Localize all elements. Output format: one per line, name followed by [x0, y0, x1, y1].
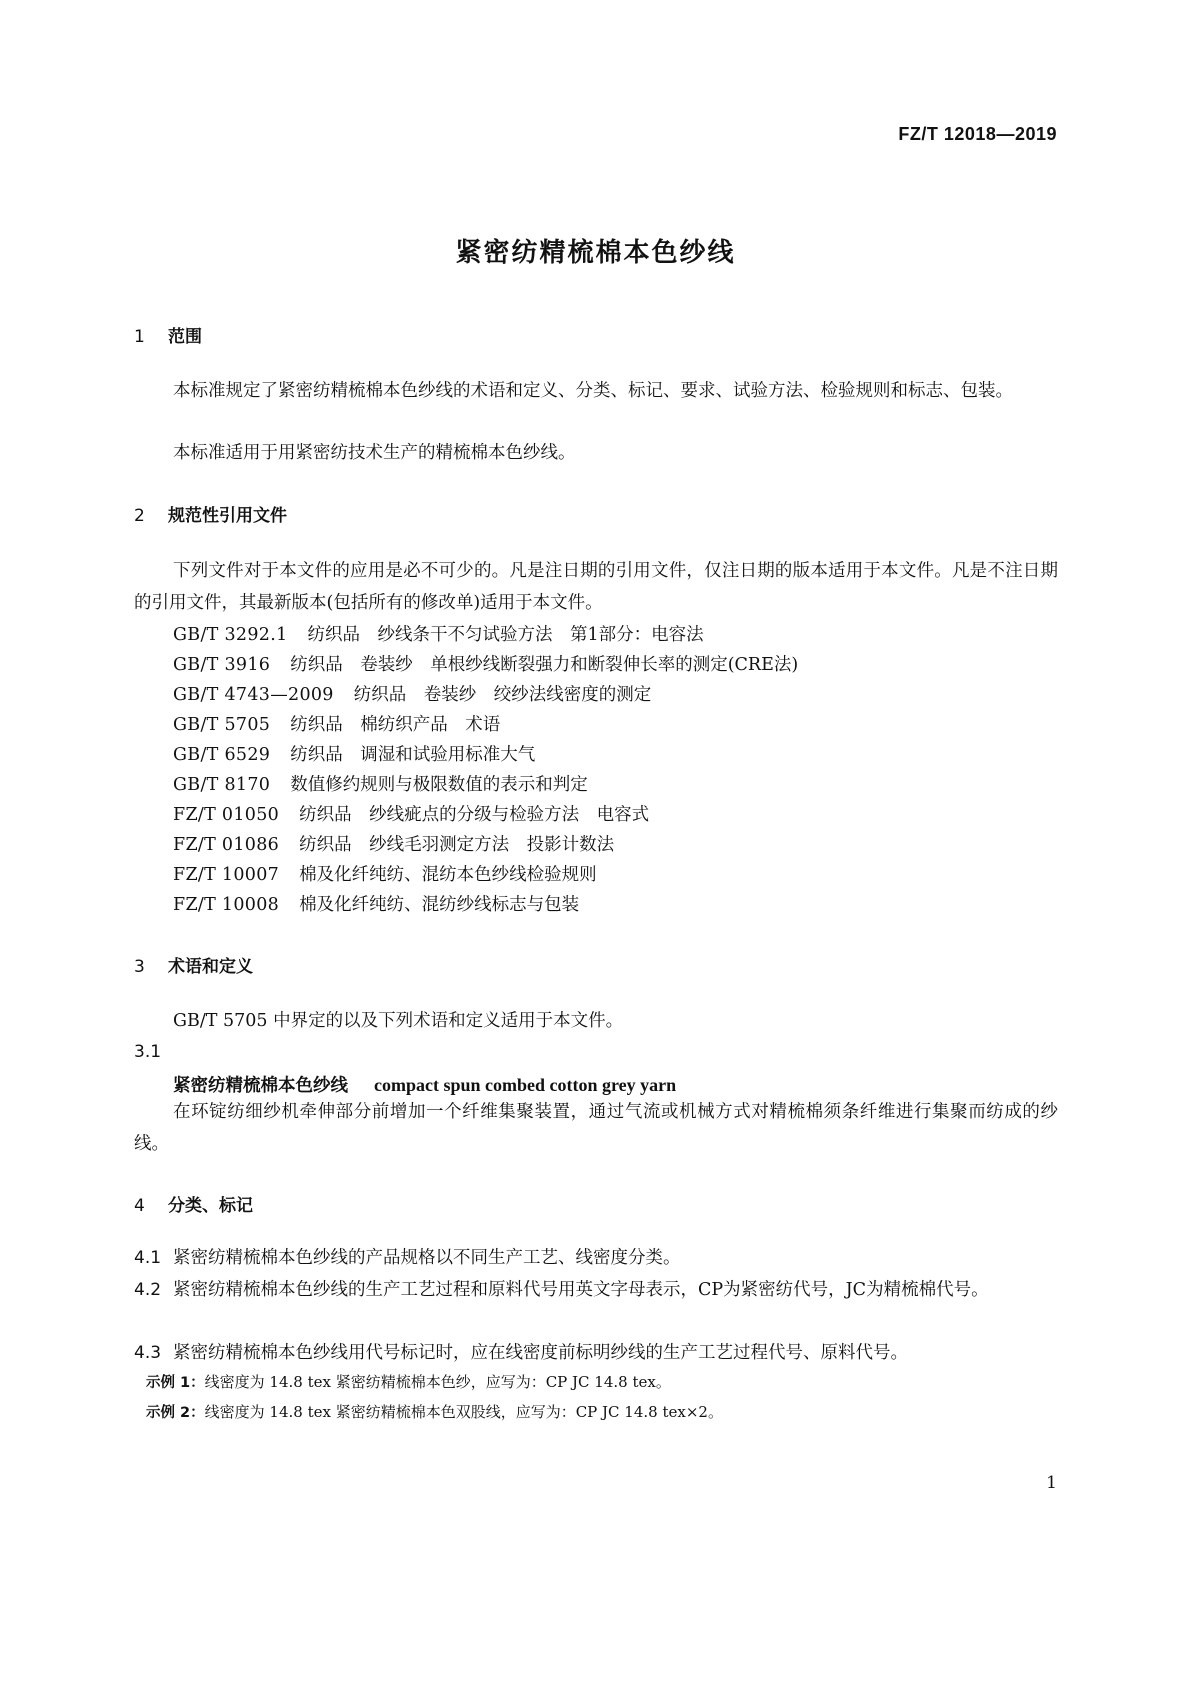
reference-item	[173, 681, 651, 706]
reference-code: GB/T 3292.1	[173, 625, 288, 645]
clause-item-text: 紧密纺精梳棉本色纱线用代号标记时，应在线密度前标明纱线的生产工艺过程代号、原料代号。	[173, 1343, 908, 1363]
reference-title: 棉及化纤纯纺、混纺本色纱线检验规则	[299, 865, 597, 885]
term-chinese: 紧密纺精梳棉本色纱线	[173, 1076, 348, 1096]
reference-title: 纺织品 调湿和试验用标准大气	[290, 745, 536, 765]
reference-title: 纺织品 卷装纱 单根纱线断裂强力和断裂伸长率的测定(CRE法)	[290, 655, 799, 675]
reference-code: GB/T 6529	[173, 745, 271, 765]
document-title: 紧密纺精梳棉本色纱线	[455, 238, 736, 268]
section-title: 规范性引用文件	[168, 506, 287, 526]
reference-code: GB/T 4743—2009	[173, 685, 334, 705]
reference-code: GB/T 5705	[173, 715, 271, 735]
reference-item	[173, 801, 649, 826]
reference-title: 纺织品 纱线条干不匀试验方法 第1部分：电容法	[307, 625, 704, 645]
clause-item-number: 4.3	[134, 1343, 162, 1363]
section-2-heading	[134, 501, 287, 526]
section-number: 3	[134, 957, 145, 977]
reference-code: GB/T 3916	[173, 655, 271, 675]
term-definition: 在环锭纺细纱机牵伸部分前增加一个纤维集聚装置，通过气流或机械方式对精梳棉须条纤维进行集聚而纺成的纱线。	[134, 1102, 1058, 1154]
term-entry	[173, 1072, 676, 1097]
section-1-paragraph-1: 本标准规定了紧密纺精梳棉本色纱线的术语和定义、分类、标记、要求、试验方法、检验规则和标志、包装。	[173, 381, 1013, 401]
example-text: 线密度为 14.8 tex 紧密纺精梳棉本色纱，应写为：CP JC 14.8 tex。	[204, 1373, 671, 1391]
reference-title: 棉及化纤纯纺、混纺纱线标志与包装	[299, 895, 580, 915]
reference-title: 纺织品 纱线毛羽测定方法 投影计数法	[299, 835, 615, 855]
term-english: compact spun combed cotton grey yarn	[374, 1075, 677, 1095]
clause-item-number: 4.1	[134, 1248, 162, 1268]
clause-item	[134, 1337, 1058, 1369]
section-title: 术语和定义	[168, 957, 253, 977]
section-number: 2	[134, 506, 145, 526]
section-4-heading	[134, 1191, 253, 1216]
reference-item	[173, 711, 500, 736]
reference-item	[173, 831, 614, 856]
example-1	[146, 1371, 671, 1392]
reference-code: FZ/T 01050	[173, 805, 280, 825]
clause-item-number: 4.2	[134, 1280, 162, 1300]
reference-item	[173, 891, 579, 916]
reference-item	[173, 861, 597, 886]
reference-code: FZ/T 01086	[173, 835, 280, 855]
reference-item	[173, 621, 704, 646]
reference-title: 纺织品 卷装纱 绞纱法线密度的测定	[353, 685, 652, 705]
clause-item-text: 紧密纺精梳棉本色纱线的产品规格以不同生产工艺、线密度分类。	[173, 1248, 681, 1268]
reference-code: GB/T 8170	[173, 775, 271, 795]
section-1-heading	[134, 322, 202, 347]
page-number: 1	[1046, 1473, 1057, 1493]
section-3-heading	[134, 952, 253, 977]
reference-item	[173, 651, 798, 676]
reference-item	[173, 771, 588, 796]
reference-title: 数值修约规则与极限数值的表示和判定	[290, 775, 588, 795]
example-label: 示例 2：	[146, 1405, 205, 1421]
example-text: 线密度为 14.8 tex 紧密纺精梳棉本色双股线，应写为：CP JC 14.8 tex×2。	[204, 1403, 723, 1421]
section-number: 4	[134, 1196, 145, 1216]
example-label: 示例 1：	[146, 1375, 205, 1391]
section-title: 范围	[168, 327, 202, 347]
section-3-paragraph-1: GB/T 5705 中界定的以及下列术语和定义适用于本文件。	[173, 1011, 624, 1031]
section-title: 分类、标记	[168, 1196, 253, 1216]
reference-code: FZ/T 10007	[173, 865, 280, 885]
section-1-paragraph-2: 本标准适用于用紧密纺技术生产的精梳棉本色纱线。	[173, 443, 576, 463]
section-2-paragraph-1: 下列文件对于本文件的应用是必不可少的。凡是注日期的引用文件，仅注日期的版本适用于本文件。凡是不注日期的引用文件，其最新版本(包括所有的修改单)适用于本文件。	[134, 561, 1058, 613]
standard-code: FZ/T 12018—2019	[898, 124, 1057, 144]
section-number: 1	[134, 327, 145, 347]
clause-number: 3.1	[134, 1042, 162, 1062]
reference-title: 纺织品 棉纺织产品 术语	[290, 715, 501, 735]
reference-title: 纺织品 纱线疵点的分级与检验方法 电容式	[299, 805, 650, 825]
reference-item	[173, 741, 535, 766]
clause-item	[134, 1274, 1058, 1306]
example-2	[146, 1401, 723, 1422]
reference-code: FZ/T 10008	[173, 895, 280, 915]
clause-item-text: 紧密纺精梳棉本色纱线的生产工艺过程和原料代号用英文字母表示，CP为紧密纺代号，JC为精梳棉代号。	[173, 1280, 989, 1300]
clause-item	[134, 1242, 1058, 1274]
